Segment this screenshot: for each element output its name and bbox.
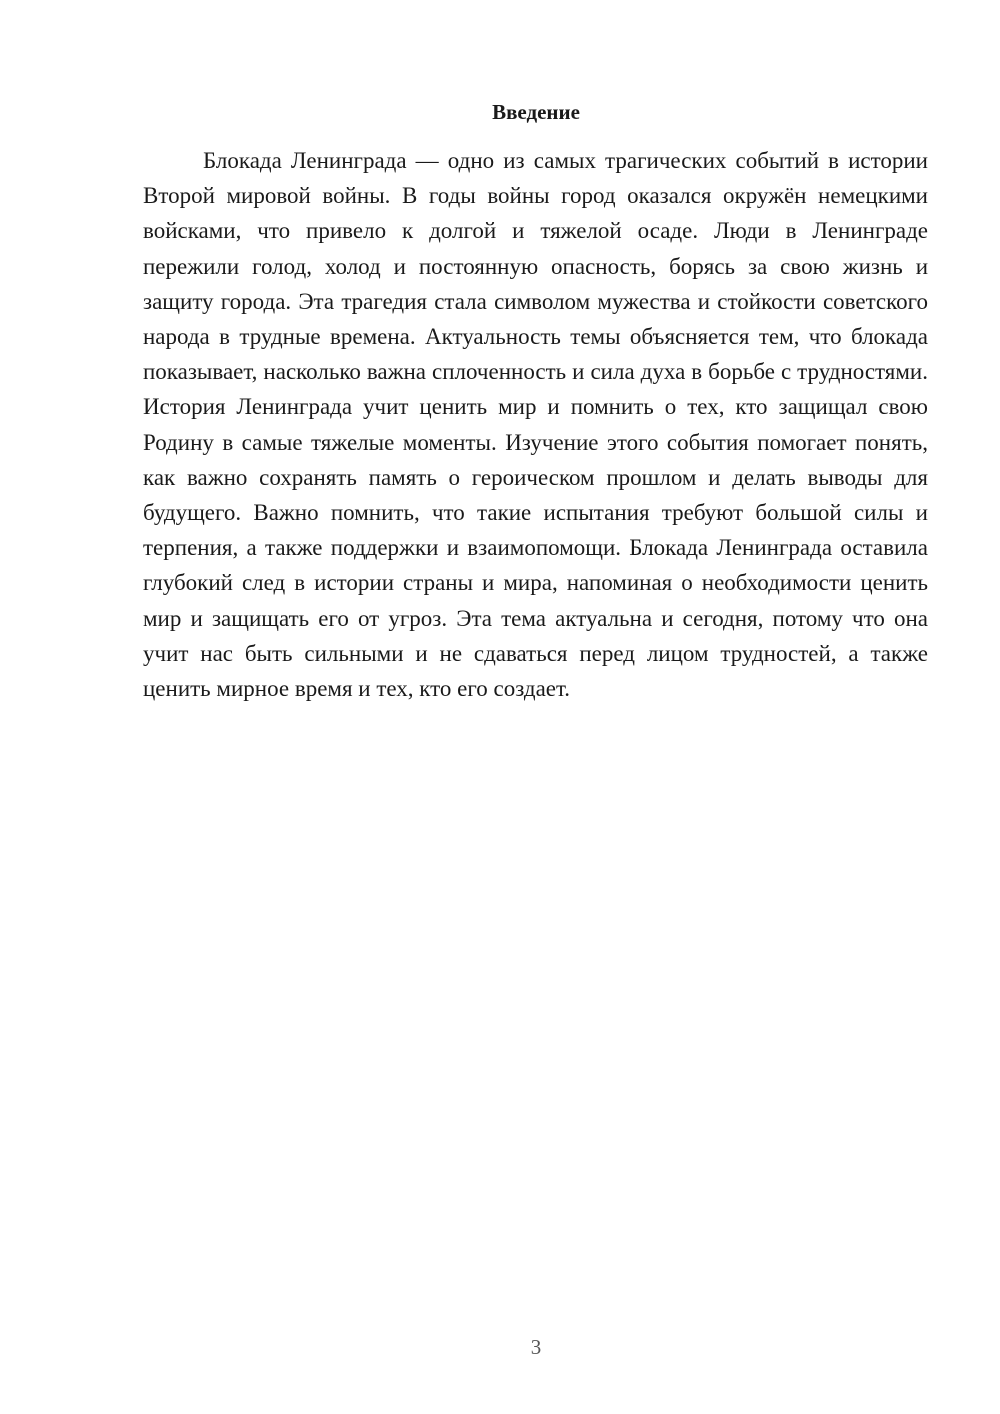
section-heading: Введение xyxy=(492,100,580,124)
page-number: 3 xyxy=(530,1335,542,1359)
body-paragraph: Блокада Ленинграда — одно из самых трагических событий в истории Второй мировой войны. В годы войны город оказался окружён немецкими войсками, что привело к долгой и тяжелой осаде. Люди в Ленинграде пережили голод, холод и постоянную опасность, борясь за свою жизнь и защиту города. Эта трагедия стала символом мужества и стойкости советского народа в трудные времена. Актуальность темы объясняется тем, что блокада показывает, насколько важна сплоченность и сила духа в борьбе с трудностями. История Ленинграда учит ценить мир и помнить о тех, кто защищал свою Родину в самые тяжелые моменты. Изучение этого события помогает понять, как важно сохранять память о героическом прошлом и делать выводы для будущего. Важно помнить, что такие испытания требуют большой силы и терпения, а также поддержки и взаимопомощи. Блокада Ленинграда оставила глубокий след в истории страны и мира, напоминая о необходимости ценить мир и защищать его от угроз. Эта тема актуальна и сегодня, потому что она учит нас быть сильными и не сдаваться перед лицом трудностей, а также ценить мирное время и тех, кто его создает. xyxy=(143,148,928,702)
